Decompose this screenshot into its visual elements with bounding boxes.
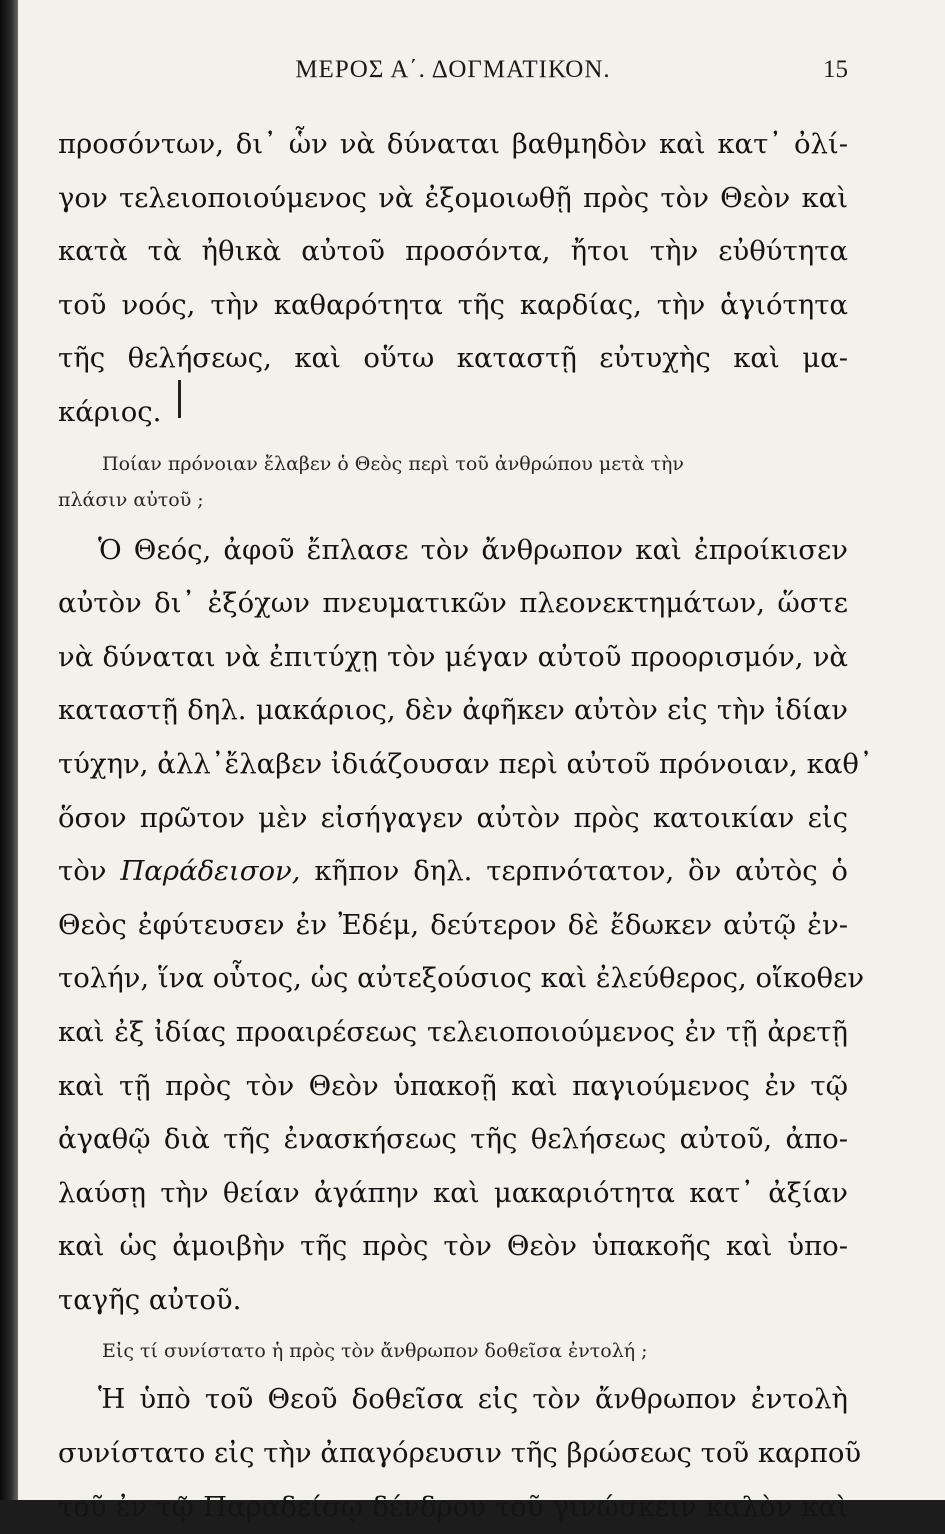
paragraph1-line: τοῦ νοός, τὴν καθαρότητα τῆς καρδίας, τὴν ἁγιότητα [58, 288, 848, 321]
paragraph2-line9: τολήν, ἵνα οὗτος, ὡς αὐτεξούσιος καὶ ἐλεύθερος, οἴκοθεν [58, 962, 865, 995]
book-gutter-shadow [0, 0, 18, 1500]
page-header [58, 56, 848, 96]
paragraph2-line1: Ὁ Θεός, ἀφοῦ ἔπλασε τὸν ἄνθρωπον καὶ ἐπροίκισεν [98, 533, 848, 566]
running-title: ΜΕΡΟΣ Α΄. ΔΟΓΜΑΤΙΚΟΝ. [295, 56, 611, 83]
page-number: 15 [823, 56, 848, 83]
paradise-term: Παράδεισον, [120, 855, 301, 888]
paragraph2-line10: καὶ ἐξ ἰδίας προαιρέσεως τελειοποιούμενος ἐν τῇ ἀρετῇ [58, 1015, 848, 1048]
paragraph2-line7 [58, 845, 848, 899]
paragraph2-line4: καταστῇ δηλ. μακάριος, δὲν ἀφῆκεν αὐτὸν εἰς τὴν ἰδίαν [58, 694, 848, 727]
paragraph1-line: προσόντων, δι᾽ ὧν νὰ δύναται βαθμηδὸν καὶ κατ᾽ ὀλί- [58, 128, 848, 160]
paragraph2-line3: νὰ δύναται νὰ ἐπιτύχῃ τὸν μέγαν αὐτοῦ προορισμόν, νὰ [58, 640, 848, 673]
paragraph1-line: κατὰ τὰ ἠθικὰ αὐτοῦ προσόντα, ἤτοι τὴν εὐθύτητα [58, 235, 848, 268]
paragraph2-line2: αὐτὸν δι᾽ ἐξόχων πνευματικῶν πλεονεκτημάτων, ὥστε [58, 587, 848, 620]
paragraph1-line: κάριος. [58, 395, 162, 428]
paragraph2-line11: καὶ τῇ πρὸς τὸν Θεὸν ὑπακοῇ καὶ παγιούμενος ἐν τῷ [58, 1069, 848, 1102]
paragraph1-line: γον τελειοποιούμενος νὰ ἐξομοιωθῇ πρὸς τὸν Θεὸν καὶ [58, 181, 848, 214]
question1-line2: πλάσιν αὐτοῦ ; [58, 488, 204, 511]
paragraph2-line5: τύχην, ἀλλ᾽ἔλαβεν ἰδιάζουσαν περὶ αὐτοῦ πρόνοιαν, καθ᾽ [58, 747, 873, 780]
paragraph2-line15: ταγῆς αὐτοῦ. [58, 1283, 242, 1316]
paragraph3-line1: Ἡ ὑπὸ τοῦ Θεοῦ δοθεῖσα εἰς τὸν ἄνθρωπον ἐντολὴ [98, 1383, 848, 1416]
question1-line1: Ποίαν πρόνοιαν ἔλαβεν ὁ Θεὸς περὶ τοῦ ἀνθρώπου μετὰ τὴν [102, 452, 684, 475]
question2-line1: Εἰς τί συνίστατο ἡ πρὸς τὸν ἄνθρωπον δοθεῖσα ἐντολή ; [102, 1340, 648, 1363]
paragraph2-line7-end: κῆπον δηλ. τερπνότατον, ὃν αὐτὸς ὁ [300, 855, 848, 888]
paragraph1-line: τῆς θελήσεως, καὶ οὕτω καταστῇ εὐτυχὴς καὶ μα- [58, 342, 848, 375]
paragraph2-line12: ἀγαθῷ διὰ τῆς ἐνασκήσεως τῆς θελήσεως αὐτοῦ, ἀπο- [58, 1123, 848, 1156]
paragraph2-line8: Θεὸς ἐφύτευσεν ἐν Ἐδέμ, δεύτερον δὲ ἔδωκεν αὐτῷ ἐν- [58, 908, 848, 941]
body-text [58, 118, 873, 1534]
paragraph2-line14: καὶ ὡς ἀμοιβὴν τῆς πρὸς τὸν Θεὸν ὑπακοῆς καὶ ὑπο- [58, 1230, 848, 1263]
paragraph2-line6: ὅσον πρῶτον μὲν εἰσήγαγεν αὐτὸν πρὸς κατοικίαν εἰς [58, 801, 848, 834]
paragraph3-line2: συνίστατο εἰς τὴν ἀπαγόρευσιν τῆς βρώσεως τοῦ καρποῦ [58, 1437, 862, 1470]
paragraph2-line13: λαύσῃ τὴν θείαν ἀγάπην καὶ μακαριότητα κατ᾽ ἀξίαν [58, 1176, 848, 1209]
paragraph2-line7-start: τὸν [58, 855, 121, 888]
paragraph3-line3: τοῦ ἐν τῷ Παραδείσῳ δένδρου τοῦ γινώσκειν καλὸν καὶ [58, 1490, 848, 1523]
book-page [18, 0, 945, 1523]
